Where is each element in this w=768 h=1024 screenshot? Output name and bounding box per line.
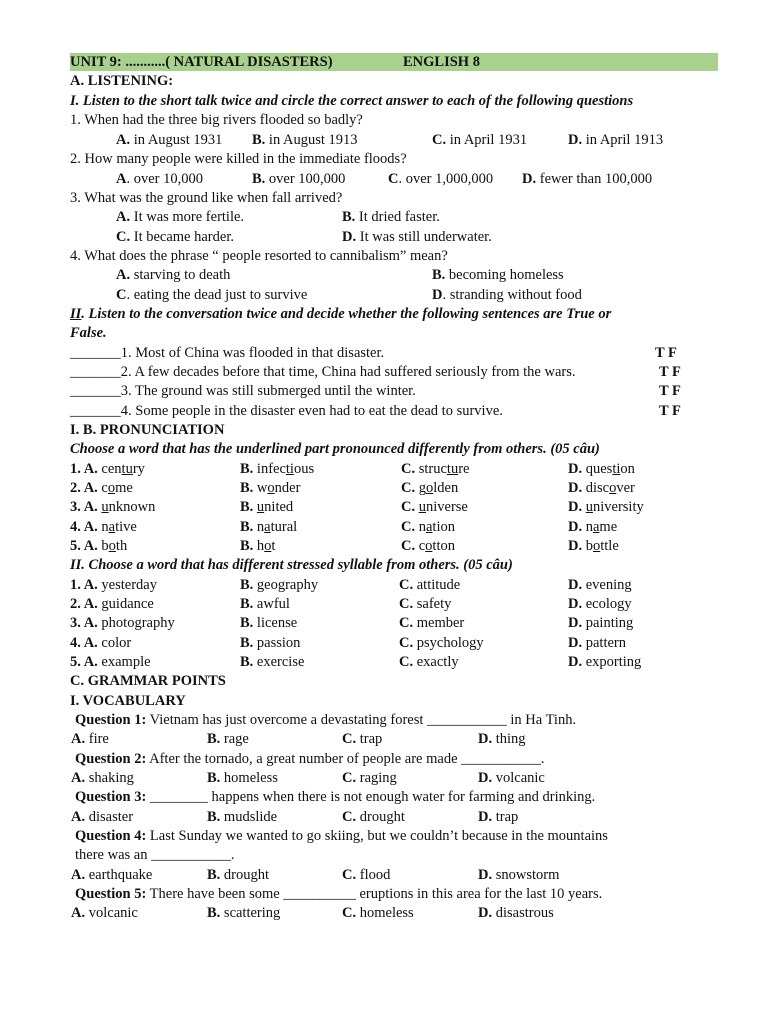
vocab-q4-option-d: D. snowstorm xyxy=(478,867,560,883)
stress-row-4-b: B. passion xyxy=(240,635,301,651)
stress-row-3-a: 3. A. photography xyxy=(70,615,175,631)
tf-item-1: _______1. Most of China was flooded in that disaster. xyxy=(70,345,385,361)
listen-q4-option-a: A. starving to death xyxy=(116,267,231,283)
vocab-q1-stem: Question 1: Vietnam has just overcome a devastating forest ___________ in Ha Tinh. xyxy=(75,712,577,728)
pron-row-1-d: D. question xyxy=(568,461,635,477)
vocab-q3-option-a: A. disaster xyxy=(71,809,134,825)
tf-choice-3: T F xyxy=(659,383,681,399)
pronunciation-instruction-1: Choose a word that has the underlined part pronounced differently from others. (05 câu) xyxy=(70,441,600,457)
stress-row-2-c: C. safety xyxy=(399,596,452,612)
pron-row-4-c: C. nation xyxy=(401,519,455,535)
listen-q3-option-d: D. It was still underwater. xyxy=(342,229,492,245)
pron-row-4: 4. A. native xyxy=(70,519,137,535)
stress-row-5-c: C. exactly xyxy=(399,654,459,670)
vocab-q2-option-b: B. homeless xyxy=(207,770,278,786)
listen-q2-option-b: B. over 100,000 xyxy=(252,171,346,187)
stress-row-4-d: D. pattern xyxy=(568,635,626,651)
vocab-q5-option-b: B. scattering xyxy=(207,905,281,921)
vocab-q3-option-d: D. trap xyxy=(478,809,519,825)
vocab-q5-option-c: C. homeless xyxy=(342,905,414,921)
pron-row-1-b: B. infectious xyxy=(240,461,315,477)
header-bar xyxy=(70,53,718,71)
pron-row-3: 3. A. unknown xyxy=(70,499,156,515)
pron-row-5: 5. A. both xyxy=(70,538,128,554)
pron-row-3-c: C. universe xyxy=(401,499,468,515)
listen-q4-stem: 4. What does the phrase “ people resorted to cannibalism” mean? xyxy=(70,248,448,264)
listen-q4-option-d: D. stranding without food xyxy=(432,287,582,303)
listen-q2-option-c: C. over 1,000,000 xyxy=(388,171,494,187)
pron-row-4-b: B. natural xyxy=(240,519,298,535)
tf-choice-1: T F xyxy=(655,345,677,361)
tf-item-3: _______3. The ground was still submerged until the winter. xyxy=(70,383,416,399)
pron-row-1: 1. A. century xyxy=(70,461,145,477)
vocab-q5-stem: Question 5: There have been some __________ eruptions in this area for the last 10 years. xyxy=(75,886,603,902)
vocab-q2-option-c: C. raging xyxy=(342,770,397,786)
stress-row-4-a: 4. A. color xyxy=(70,635,132,651)
vocab-q5-option-a: A. volcanic xyxy=(71,905,138,921)
listening-title: A. LISTENING: xyxy=(70,73,174,89)
listen-q3-stem: 3. What was the ground like when fall arrived? xyxy=(70,190,343,206)
listening-part2-instruction: II. Listen to the conversation twice and decide whether the following sentences are True or xyxy=(70,306,612,322)
listen-q3-option-a: A. It was more fertile. xyxy=(116,209,245,225)
stress-row-1-b: B. geography xyxy=(240,577,319,593)
pron-row-5-d: D. bottle xyxy=(568,538,619,554)
vocab-q5-option-d: D. disastrous xyxy=(478,905,554,921)
stress-row-3-d: D. painting xyxy=(568,615,634,631)
pron-row-2-d: D. discover xyxy=(568,480,635,496)
grammar-title: C. GRAMMAR POINTS xyxy=(70,673,226,689)
vocab-q4-option-a: A. earthquake xyxy=(71,867,153,883)
vocab-q2-option-d: D. volcanic xyxy=(478,770,545,786)
vocab-q4-stem: Question 4: Last Sunday we wanted to go skiing, but we couldn’t because in the mountains xyxy=(75,828,608,844)
listen-q1-option-b: B. in August 1913 xyxy=(252,132,358,148)
listening-part1-instruction: I. Listen to the short talk twice and circle the correct answer to each of the following questions xyxy=(70,93,634,109)
vocab-q1-option-d: D. thing xyxy=(478,731,526,747)
pron-row-5-b: B. hot xyxy=(240,538,276,554)
stress-row-2-b: B. awful xyxy=(240,596,290,612)
listen-q1-option-a: A. in August 1931 xyxy=(116,132,223,148)
pron-row-1-c: C. structure xyxy=(401,461,470,477)
pron-row-4-d: D. name xyxy=(568,519,618,535)
stress-row-1-a: 1. A. yesterday xyxy=(70,577,157,593)
listen-q2-stem: 2. How many people were killed in the immediate floods? xyxy=(70,151,407,167)
vocabulary-title: I. VOCABULARY xyxy=(70,693,186,709)
unit-title: UNIT 9: ...........( NATURAL DISASTERS) xyxy=(70,54,333,70)
vocab-q3-option-c: C. drought xyxy=(342,809,405,825)
stress-row-2-d: D. ecology xyxy=(568,596,632,612)
vocab-q4-option-c: C. flood xyxy=(342,867,391,883)
listen-q2-option-d: D. fewer than 100,000 xyxy=(522,171,653,187)
pronunciation-title: I. B. PRONUNCIATION xyxy=(70,422,225,438)
listen-q1-option-c: C. in April 1931 xyxy=(432,132,528,148)
pron-row-2-b: B. wonder xyxy=(240,480,301,496)
pronunciation-instruction-2: II. Choose a word that has different stressed syllable from others. (05 câu) xyxy=(70,557,513,573)
subject-title: ENGLISH 8 xyxy=(403,54,480,70)
stress-row-1-d: D. evening xyxy=(568,577,632,593)
vocab-q4-option-b: B. drought xyxy=(207,867,270,883)
pron-row-3-d: D. university xyxy=(568,499,644,515)
vocab-q3-stem: Question 3: ________ happens when there is not enough water for farming and drinking. xyxy=(75,789,596,805)
stress-row-1-c: C. attitude xyxy=(399,577,461,593)
listen-q2-option-a: A. over 10,000 xyxy=(116,171,203,187)
stress-row-3-b: B. license xyxy=(240,615,298,631)
stress-row-5-d: D. exporting xyxy=(568,654,642,670)
listening-part2-instruction-cont: False. xyxy=(70,325,107,341)
vocab-q1-option-b: B. rage xyxy=(207,731,249,747)
listen-q3-option-c: C. It became harder. xyxy=(116,229,234,245)
pron-row-5-c: C. cotton xyxy=(401,538,455,554)
pron-row-2-c: C. golden xyxy=(401,480,459,496)
listen-q4-option-c: C. eating the dead just to survive xyxy=(116,287,308,303)
stress-row-5-b: B. exercise xyxy=(240,654,305,670)
vocab-q1-option-c: C. trap xyxy=(342,731,383,747)
vocab-q3-option-b: B. mudslide xyxy=(207,809,278,825)
tf-item-4: _______4. Some people in the disaster even had to eat the dead to survive. xyxy=(70,403,503,419)
vocab-q2-option-a: A. shaking xyxy=(71,770,134,786)
listen-q1-stem: 1. When had the three big rivers flooded so badly? xyxy=(70,112,363,128)
stress-row-4-c: C. psychology xyxy=(399,635,484,651)
tf-choice-4: T F xyxy=(659,403,681,419)
vocab-q1-option-a: A. fire xyxy=(71,731,109,747)
stress-row-5-a: 5. A. example xyxy=(70,654,151,670)
listen-q1-option-d: D. in April 1913 xyxy=(568,132,664,148)
vocab-q2-stem: Question 2: After the tornado, a great number of people are made ___________. xyxy=(75,751,545,767)
vocab-q4-stem-cont: there was an ___________. xyxy=(75,847,235,863)
listen-q3-option-b: B. It dried faster. xyxy=(342,209,440,225)
tf-choice-2: T F xyxy=(659,364,681,380)
pron-row-3-b: B. united xyxy=(240,499,294,515)
tf-item-2: _______2. A few decades before that time, China had suffered seriously from the wars. xyxy=(70,364,576,380)
pron-row-2: 2. A. come xyxy=(70,480,133,496)
listen-q4-option-b: B. becoming homeless xyxy=(432,267,564,283)
stress-row-2-a: 2. A. guidance xyxy=(70,596,154,612)
stress-row-3-c: C. member xyxy=(399,615,465,631)
